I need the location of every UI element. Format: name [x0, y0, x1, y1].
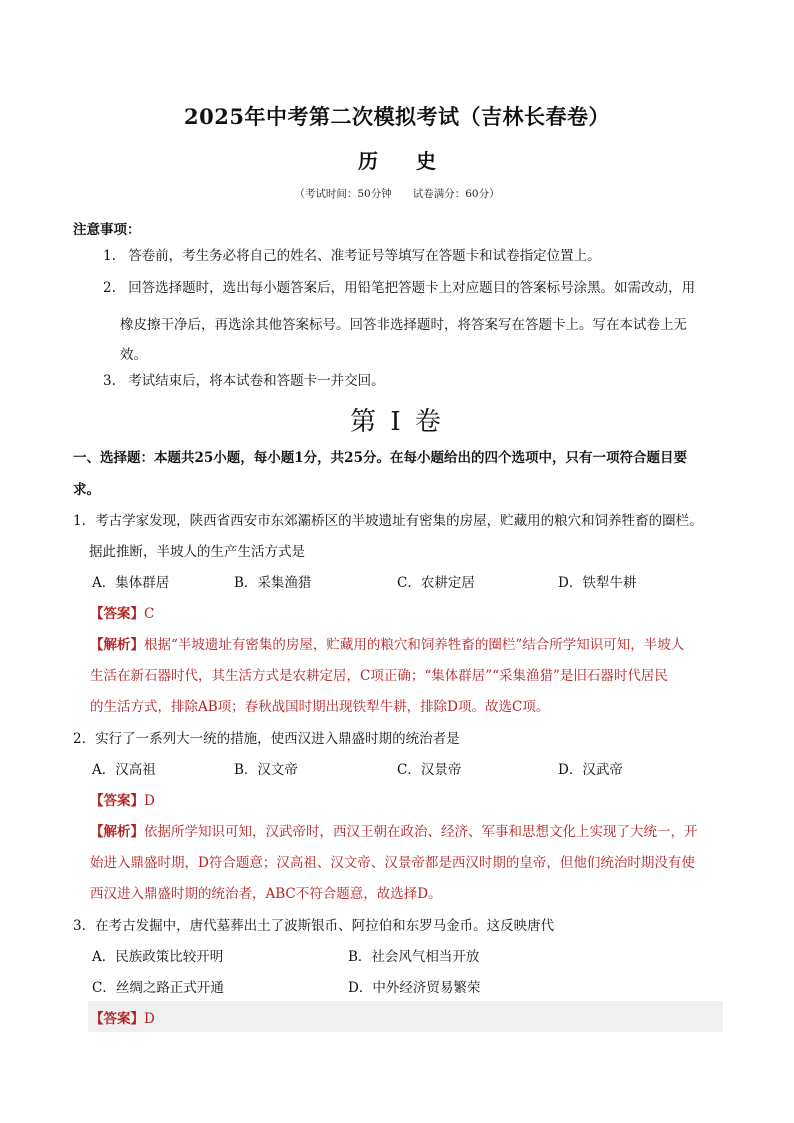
notice-text: 回答选择题时，选出每小题答案后，用铅笔把答题卡上对应题目的答案标号涂黑。如需改动，用	[128, 280, 696, 296]
question-3-option-a: A．民族政策比较开明	[92, 949, 224, 965]
notice-item-1	[103, 241, 601, 272]
question-3-answer	[90, 1007, 155, 1027]
answer-label: 【答案】	[90, 1011, 144, 1027]
question-1-answer	[90, 602, 154, 622]
question-2-stem: 2．实行了一系列大一统的措施，使西汉进入鼎盛时期的统治者是	[73, 731, 460, 747]
exam-info: （考试时间：50分钟 试卷满分：60分）	[294, 188, 500, 200]
analysis-text: 依据所学知识可知，汉武帝时，西汉王朝在政治、经济、军事和思想文化上实现了大统一，开	[144, 824, 698, 840]
question-1-stem-continued: 据此推断，半坡人的生产生活方式是	[89, 544, 305, 560]
notice-number: 2.	[103, 280, 116, 296]
question-2-analysis-continued: 西汉进入鼎盛时期的统治者，ABC不符合题意，故选择D。	[90, 886, 442, 902]
notice-text: 答卷前，考生务必将自己的姓名、准考证号等填写在答题卡和试卷指定位置上。	[128, 248, 601, 264]
question-2-option-b: B．汉文帝	[234, 762, 298, 778]
question-3-stem: 3．在考古发掘中，唐代墓葬出土了波斯银币、阿拉伯和东罗马金币。这反映唐代	[73, 918, 555, 934]
analysis-text: 根据“半坡遗址有密集的房屋，贮藏用的粮穴和饲养牲畜的圈栏”结合所学知识可知，半坡人	[144, 637, 685, 653]
answer-value: C	[144, 606, 155, 622]
notice-text-continued: 橡皮擦干净后，再选涂其他答案标号。回答非选择题时，将答案写在答题卡上。写在本试卷上无	[120, 317, 687, 333]
notice-text: 考试结束后，将本试卷和答题卡一并交回。	[128, 373, 385, 389]
analysis-label: 【解析】	[90, 824, 144, 840]
question-2-option-d: D．汉武帝	[558, 762, 623, 778]
notice-number: 3.	[103, 373, 116, 389]
question-2-analysis	[90, 820, 698, 840]
notice-number: 1.	[103, 248, 116, 264]
question-1-analysis-continued: 生活在新石器时代，其生活方式是农耕定居，C项正确；“集体群居”“采集渔猎”是旧石器时代居民	[90, 668, 668, 684]
question-2-option-c: C．汉景帝	[397, 762, 462, 778]
answer-highlight-band	[88, 1001, 723, 1032]
question-1-option-b: B．采集渔猎	[234, 575, 312, 591]
answer-value: D	[144, 1011, 155, 1027]
answer-value: D	[144, 793, 155, 809]
section-instruction-continued: 求。	[73, 482, 100, 498]
answer-label: 【答案】	[90, 793, 144, 809]
question-3-option-d: D．中外经济贸易繁荣	[348, 980, 481, 996]
question-1-stem: 1．考古学家发现，陕西省西安市东郊灞桥区的半坡遗址有密集的房屋，贮藏用的粮穴和饲养牲畜的圈栏。	[73, 513, 703, 529]
question-2-option-a: A．汉高祖	[92, 762, 156, 778]
section-instruction: 一、选择题：本题共25小题，每小题1分，共25分。在每小题给出的四个选项中，只有一项符合题目要	[73, 450, 687, 466]
notice-item-2	[103, 273, 695, 304]
exam-title: 2025年中考第二次模拟考试（吉林长春卷）	[184, 104, 610, 129]
question-2-answer	[90, 789, 155, 809]
question-1-option-d: D．铁犁牛耕	[558, 575, 637, 591]
question-3-option-b: B．社会风气相当开放	[348, 949, 480, 965]
question-1-option-c: C．农耕定居	[397, 575, 475, 591]
notice-text-continued: 效。	[120, 347, 147, 363]
question-3-option-c: C．丝绸之路正式开通	[92, 980, 224, 996]
question-1-analysis-continued: 的生活方式，排除AB项；春秋战国时期出现铁犁牛耕，排除D项。故选C项。	[90, 699, 550, 715]
volume-heading: 第 I 卷	[350, 407, 444, 437]
question-1-analysis	[90, 633, 684, 653]
question-1-option-a: A．集体群居	[92, 575, 170, 591]
notice-heading: 注意事项：	[73, 222, 141, 238]
question-2-analysis-continued: 始进入鼎盛时期，D符合题意；汉高祖、汉文帝、汉景帝都是西汉时期的皇帝，但他们统治时期没有使	[90, 855, 695, 871]
notice-item-3	[103, 366, 385, 397]
answer-label: 【答案】	[90, 606, 144, 622]
analysis-label: 【解析】	[90, 637, 144, 653]
subject-title: 历史	[358, 149, 474, 173]
